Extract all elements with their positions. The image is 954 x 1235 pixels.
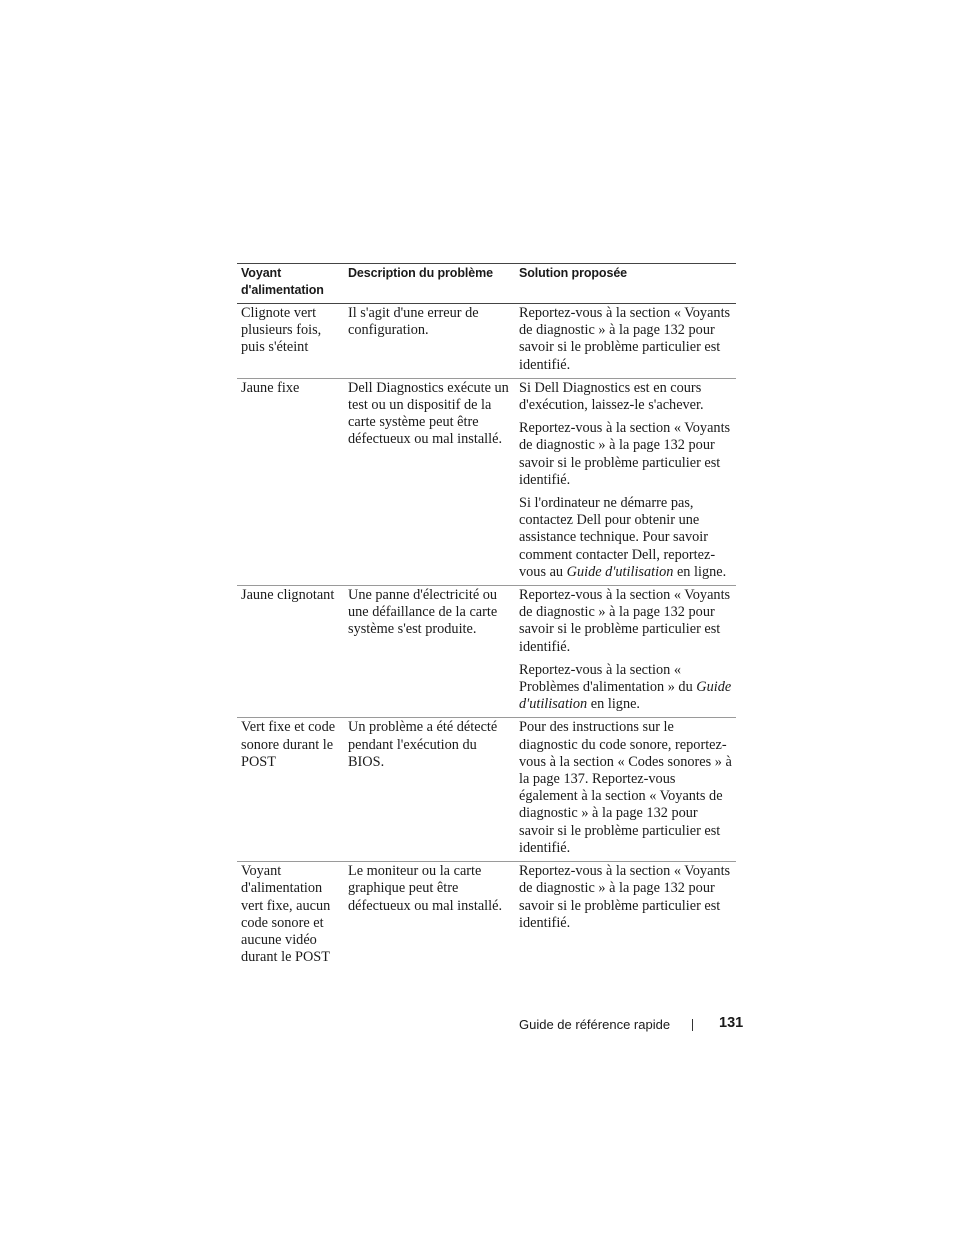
cell-problem-description: Un problème a été détecté pendant l'exécution du BIOS. [344,718,515,862]
cell-suggested-solution [515,718,736,862]
table-row [237,304,736,379]
cell-suggested-solution [515,862,736,971]
solution-paragraph: Si Dell Diagnostics est en cours d'exécution, laissez-le s'achever. [519,379,704,414]
cell-problem-description: Dell Diagnostics exécute un test ou un dispositif de la carte système peut être défectueux ou mal installé. [344,378,515,585]
solution-paragraph: Reportez-vous à la section « Voyants de diagnostic » à la page 132 pour savoir si le problème particulier est identifié. [519,863,731,931]
cell-power-light: Voyant d'alimentation vert fixe, aucun code sonore et aucune vidéo durant le POST [241,863,331,966]
solution-paragraph [519,662,734,714]
solution-paragraph: Reportez-vous à la section « Voyants de diagnostic » à la page 132 pour savoir si le problème particulier est identifié. [519,305,731,373]
user-guide-title: Guide d'utilisation [519,679,732,713]
table-row [237,378,736,585]
table-header-row [237,264,736,304]
footer-guide-title: Guide de référence rapide [519,1017,671,1032]
solution-text: Si l'ordinateur ne démarre pas, contactez Dell pour obtenir une assistance technique. Pour savoir comment contacter Dell, reportez-vous au [519,495,716,580]
cell-suggested-solution [515,304,736,379]
cell-suggested-solution [515,378,736,585]
header-power-light: Voyant d'alimentation [237,264,344,304]
table-body [237,304,736,971]
solution-text: en ligne. [673,563,727,580]
solution-paragraph: Pour des instructions sur le diagnostic du code sonore, reportez-vous à la section « Codes sonores » à la page 137. Reportez-vous également à la section « Voyants de diagnostic » à la page 132 pour savoir si le problème particulier est identifié. [519,719,732,856]
page-number: 131 [719,1015,744,1031]
table-row [237,586,736,718]
page-footer [0,1015,954,1035]
header-problem-description: Description du problème [344,264,515,304]
solution-text: en ligne. [587,696,641,713]
cell-suggested-solution [515,586,736,718]
cell-problem-description: Le moniteur ou la carte graphique peut être défectueux ou mal installé. [348,863,503,914]
cell-power-light: Jaune clignotant [237,586,344,718]
power-light-table [237,263,736,970]
solution-paragraph [519,495,734,581]
cell-power-light: Jaune fixe [237,378,344,585]
header-suggested-solution: Solution proposée [515,264,736,304]
user-guide-title: Guide d'utilisation [566,563,674,580]
table-header [237,264,736,304]
cell-power-light: Clignote vert plusieurs fois, puis s'éteint [237,304,344,379]
cell-problem-description: Il s'agit d'une erreur de configuration. [344,304,515,379]
table-row [237,718,736,862]
cell-power-light: Vert fixe et code sonore durant le POST [237,718,344,862]
footer-divider [692,1019,693,1031]
cell-problem-description: Une panne d'électricité ou une défaillance de la carte système s'est produite. [344,586,515,718]
solution-text: Reportez-vous à la section « Problèmes d'alimentation » du [519,661,697,696]
table-row [237,862,736,971]
solution-paragraph: Reportez-vous à la section « Voyants de diagnostic » à la page 132 pour savoir si le problème particulier est identifié. [519,420,731,488]
solution-paragraph: Reportez-vous à la section « Voyants de diagnostic » à la page 132 pour savoir si le problème particulier est identifié. [519,587,731,655]
